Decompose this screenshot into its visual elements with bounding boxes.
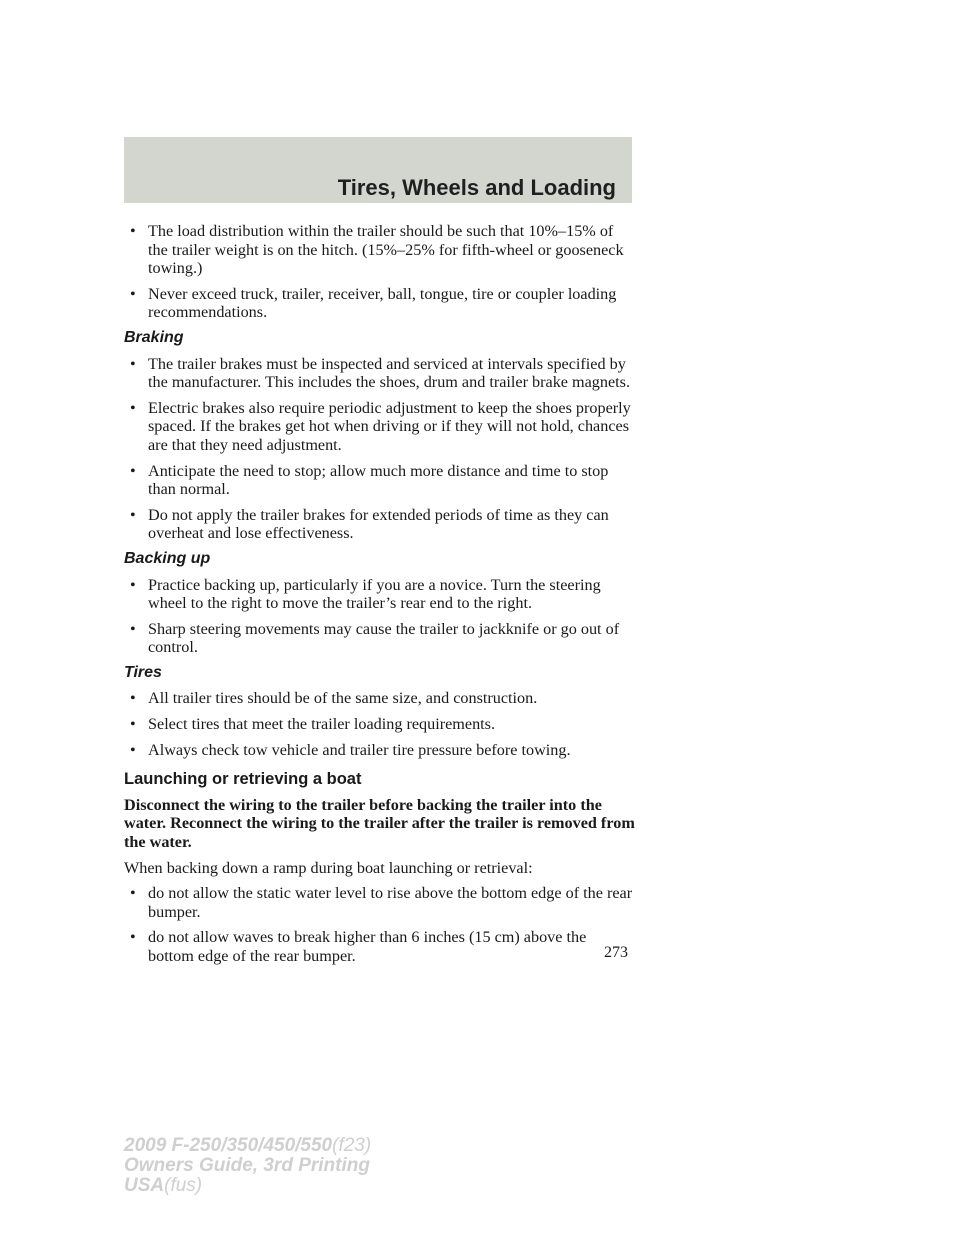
bullet-icon: •: [130, 354, 136, 373]
braking-heading: Braking: [124, 328, 184, 346]
bullet-icon: •: [130, 461, 136, 480]
list-item: • Never exceed truck, trailer, receiver, ball, tongue, tire or coupler loading recommendations.: [130, 284, 617, 322]
section-header-band: [124, 137, 632, 203]
boat-intro: When backing down a ramp during boat launching or retrieval:: [124, 858, 533, 877]
footer-imprint: [124, 1136, 371, 1196]
bullet-icon: •: [130, 284, 136, 303]
section-title: Tires, Wheels and Loading: [337, 175, 616, 200]
page-content: [124, 222, 636, 973]
list-item: • Sharp steering movements may cause the trailer to jackknife or go out of control.: [130, 619, 620, 657]
tires-heading: Tires: [124, 663, 162, 681]
bullet-icon: •: [130, 715, 136, 734]
bullet-icon: •: [130, 619, 136, 638]
list-item: • do not allow the static water level to rise above the bottom edge of the rear bumper.: [130, 884, 633, 921]
bullet-icon: •: [130, 884, 136, 903]
bullet-icon: •: [130, 505, 136, 524]
backing-up-heading: Backing up: [124, 549, 211, 567]
footer-guide: Owners Guide, 3rd Printing: [124, 1155, 370, 1176]
list-item: • The trailer brakes must be inspected and serviced at intervals specified by the manufacturer. This includes the shoes, drum and trailer brake magnets.: [130, 354, 631, 392]
bullet-icon: •: [130, 575, 136, 594]
bullet-icon: •: [130, 222, 136, 240]
footer-region-line: [124, 1176, 371, 1196]
bullet-icon: •: [130, 689, 136, 708]
footer-model-line: [124, 1136, 371, 1156]
list-item: • The load distribution within the trailer should be such that 10%–15% of the trailer weight is on the hitch. (15%–25% for fifth-wheel or gooseneck towing.): [130, 222, 624, 278]
boat-section-heading: Launching or retrieving a boat: [124, 770, 362, 789]
list-item: • Practice backing up, particularly if you are a novice. Turn the steering wheel to the right to move the trailer’s rear end to the right.: [130, 575, 601, 613]
page-number: 273: [604, 944, 628, 961]
list-item: • Anticipate the need to stop; allow much more distance and time to stop than normal.: [130, 461, 609, 499]
list-item: • Electric brakes also require periodic adjustment to keep the shoes properly spaced. If the brakes get hot when driving or if they will not hold, chances are that they need adjustment.: [130, 398, 631, 454]
list-item: • All trailer tires should be of the same size, and construction.: [130, 689, 538, 708]
bullet-icon: •: [130, 740, 136, 759]
list-item: • Select tires that meet the trailer loading requirements.: [130, 715, 496, 734]
footer-region: USA: [124, 1175, 165, 1196]
list-item: • do not allow waves to break higher than 6 inches (15 cm) above the bottom edge of the rear bumper.: [130, 928, 587, 965]
list-item: • Do not apply the trailer brakes for extended periods of time as they can overheat and lose effectiveness.: [130, 505, 609, 543]
list-item: • Always check tow vehicle and trailer tire pressure before towing.: [130, 740, 571, 759]
footer-region-code: (fus): [164, 1175, 203, 1196]
boat-warning: Disconnect the wiring to the trailer before backing the trailer into the water. Reconnect the wiring to the trailer after the trailer is removed from the water.: [124, 795, 635, 852]
footer-model: 2009 F-250/350/450/550: [124, 1135, 333, 1156]
bullet-icon: •: [130, 928, 136, 947]
bullet-icon: •: [130, 398, 136, 417]
footer-model-code: (f23): [332, 1135, 372, 1156]
